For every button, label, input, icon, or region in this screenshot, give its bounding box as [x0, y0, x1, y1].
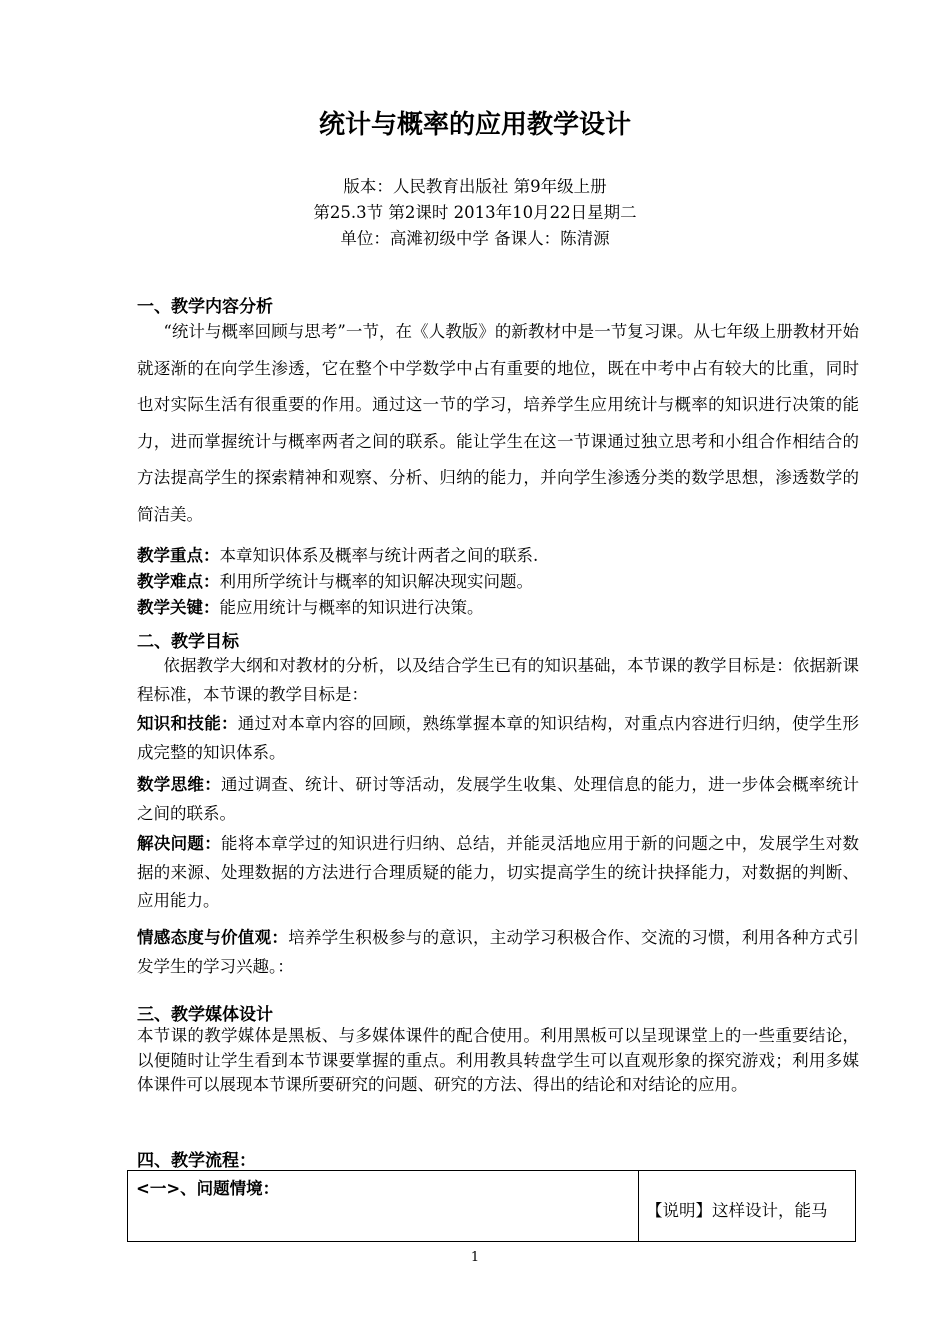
meta-edition: 版本：人民教育出版社 第9年级上册: [343, 177, 607, 196]
objective-thinking: [137, 771, 859, 828]
difficulty-line: [137, 568, 859, 592]
objective-problem-label: 解决问题：: [137, 834, 221, 853]
key-point-text: 本章知识体系及概率与统计两者之间的联系.: [219, 546, 539, 565]
objective-skills: [137, 710, 859, 767]
objective-thinking-text: 通过调查、统计、研讨等活动，发展学生收集、处理信息的能力，进一步体会概率统计之间的联系。: [137, 775, 860, 823]
objective-skills-text: 通过对本章内容的回顾，熟练掌握本章的知识结构，对重点内容进行归纳，使学生形成完整的知识体系。: [137, 714, 860, 762]
meta-author: 单位：高滩初级中学 备课人：陈清源: [340, 229, 610, 248]
objectives-intro: 依据教学大纲和对教材的分析，以及结合学生已有的知识基础，本节课的教学目标是：依据新课程标准，本节课的教学目标是：: [137, 656, 859, 704]
crux-text: 能应用统计与概率的知识进行决策。: [219, 598, 484, 617]
meta-lesson: 第25.3节 第2课时 2013年10月22日星期二: [313, 203, 637, 222]
key-point-label: 教学重点：: [137, 546, 220, 565]
objective-attitude-label: 情感态度与价值观：: [137, 928, 289, 947]
objective-skills-label: 知识和技能：: [137, 714, 238, 733]
section-heading-objectives: 二、教学目标: [137, 632, 239, 652]
key-point-line: [137, 542, 859, 566]
content-analysis-paragraph: “统计与概率回顾与思考”一节，在《人教版》的新教材中是一节复习课。从七年级上册教材开始就逐渐的在向学生渗透，它在整个中学数学中占有重要的地位，既在中考中占有较大的比重，同时也对实际生活有很重要的作用。通过这一节的学习，培养学生应用统计与概率的知识进行决策的能力，进而掌握统计与概率两者之间的联系。能让学生在这一节课通过独立思考和小组合作相结合的方法提高学生的探索精神和观察、分析、归纳的能力，并向学生渗透分类的数学思想，渗透数学的简洁美。: [137, 322, 859, 524]
section-heading-media: 三、教学媒体设计: [137, 1005, 273, 1025]
crux-label: 教学关键：: [137, 598, 220, 617]
process-table: [127, 1170, 856, 1242]
table-cell-problem-situation: <一>、问题情境：: [136, 1179, 280, 1198]
section-heading-process: 四、教学流程：: [137, 1151, 256, 1171]
difficulty-label: 教学难点：: [137, 572, 220, 591]
section-heading-content-analysis: 一、教学内容分析: [137, 297, 273, 317]
crux-line: [137, 594, 859, 618]
difficulty-text: 利用所学统计与概率的知识解决现实问题。: [219, 572, 533, 591]
table-cell-note: 【说明】这样设计，能马: [646, 1201, 828, 1220]
objective-problem-text: 能将本章学过的知识进行归纳、总结，并能灵活地应用于新的问题之中，发展学生对数据的来源、处理数据的方法进行合理质疑的能力，切实提高学生的统计抉择能力，对数据的判断、应用能力。: [137, 834, 860, 910]
document-title: 统计与概率的应用教学设计: [318, 110, 631, 140]
table-column-divider: [638, 1171, 639, 1241]
page-number: 1: [470, 1250, 480, 1265]
objective-thinking-label: 数学思维：: [137, 775, 221, 794]
objective-attitude: [137, 924, 859, 981]
objective-problem-solving: [137, 830, 859, 916]
media-paragraph: 本节课的教学媒体是黑板、与多媒体课件的配合使用。利用黑板可以呈现课堂上的一些重要结论，以便随时让学生看到本节课要掌握的重点。利用教具转盘学生可以直观形象的探究游戏；利用多媒体课件可以展现本节课所要研究的问题、研究的方法、得出的结论和对结论的应用。: [137, 1026, 859, 1094]
objective-attitude-text: 培养学生积极参与的意识，主动学习积极合作、交流的习惯，利用各种方式引发学生的学习兴趣。：: [137, 928, 860, 976]
